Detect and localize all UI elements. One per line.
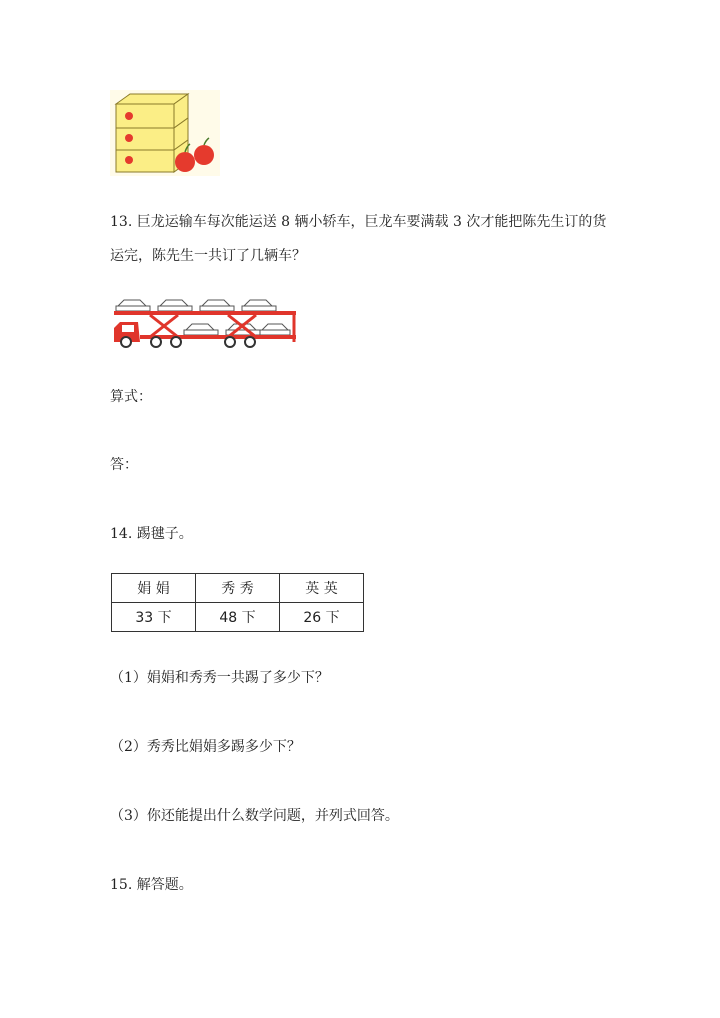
question-14-sub1: （1）娟娟和秀秀一共踢了多少下？ bbox=[110, 670, 329, 686]
table-cell: 48 下 bbox=[196, 603, 280, 632]
table-cell: 26 下 bbox=[280, 603, 364, 632]
table-cell: 33 下 bbox=[112, 603, 196, 632]
question-13-line2: 运完，陈先生一共订了几辆车？ bbox=[110, 248, 306, 264]
table-header-row bbox=[112, 574, 364, 603]
kick-count-table bbox=[111, 573, 364, 632]
formula-label: 算式： bbox=[110, 389, 152, 405]
question-13-line1: 13. 巨龙运输车每次能运送 8 辆小轿车，巨龙车要满载 3 次才能把陈先生订的货 bbox=[110, 214, 607, 230]
table-row bbox=[112, 603, 364, 632]
table-header-cell: 英 英 bbox=[280, 574, 364, 603]
question-14-title: 14. 踢毽子。 bbox=[110, 526, 193, 542]
car-transporter-truck-illustration bbox=[110, 292, 298, 350]
answer-label: 答： bbox=[110, 457, 138, 473]
table-header-cell: 秀 秀 bbox=[196, 574, 280, 603]
stacked-boxes-apples-illustration bbox=[110, 90, 220, 176]
table-header-cell: 娟 娟 bbox=[112, 574, 196, 603]
question-14-sub3: （3）你还能提出什么数学问题，并列式回答。 bbox=[110, 808, 399, 824]
question-15-title: 15. 解答题。 bbox=[110, 877, 193, 893]
question-14-sub2: （2）秀秀比娟娟多踢多少下？ bbox=[110, 739, 301, 755]
